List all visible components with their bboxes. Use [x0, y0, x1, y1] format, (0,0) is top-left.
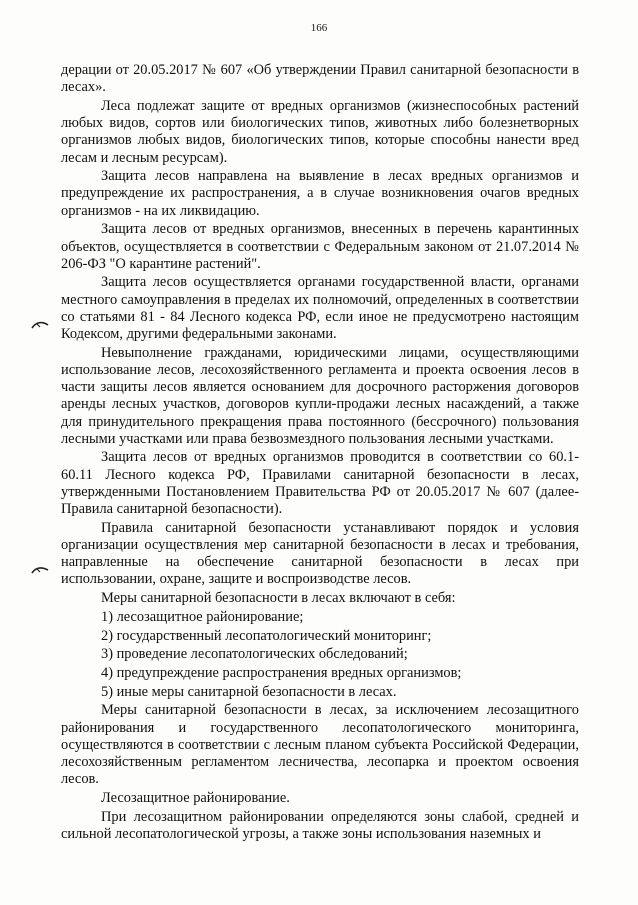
paragraph: Защита лесов от вредных организмов проводится в соответствии со 60.1-60.11 Лесного кодекса РФ, Правилами санитарной безопасности в лесах, утвержденными Постановлением Правительства РФ от 20.05.2017 № 607 (далее-Правила санитарной безопасности). [61, 449, 579, 518]
paragraph: 5) иные меры санитарной безопасности в лесах. [101, 683, 397, 700]
paragraph: 2) государственный лесопатологический мониторинг; [101, 627, 432, 644]
paragraph: Защита лесов осуществляется органами государственной власти, органами местного самоуправления в пределах их полномочий, определенных в соответствии со статьями 81 - 84 Лесного кодекса РФ, если иное не предусмотрено настоящим Кодексом, другими федеральными законами. [61, 274, 579, 343]
body-text [61, 62, 579, 843]
paragraph: Леса подлежат защите от вредных организмов (жизнеспособных растений любых видов, сортов или биологических типов, животных либо болезнетворных организмов любых видов, биологических типов, которые способны нанести вред лесам и лесным ресурсам). [61, 97, 579, 166]
paragraph: Невыполнение гражданами, юридическими лицами, осуществляющими использование лесов, лесохозяйственного регламента и проекта освоения лесов в части защиты лесов является основанием для досрочного расторжения договоров аренды лесных участков, договоров купли-продажи лесных насаждений, а также для принудительного прекращения права постоянного (бессрочного) пользования лесными участками или права безвозмездного пользования лесными участками. [61, 344, 579, 447]
paragraph: 4) предупреждение распространения вредных организмов; [101, 664, 462, 681]
paragraph: 1) лесозащитное районирование; [101, 608, 304, 625]
paragraph: Меры санитарной безопасности в лесах включают в себя: [101, 590, 456, 607]
paragraph: дерации от 20.05.2017 № 607 «Об утверждении Правил санитарной безопасности в лесах». [61, 62, 579, 96]
paragraph: Лесозащитное районирование. [101, 789, 290, 806]
paragraph: Защита лесов направлена на выявление в лесах вредных организмов и предупреждение их распространения, а в случае возникновения очагов вредных организмов - на их ликвидацию. [61, 168, 579, 219]
paragraph: 3) проведение лесопатологических обследований; [101, 646, 408, 663]
page-number: 166 [310, 22, 328, 34]
margin-pen-mark-icon [31, 320, 49, 330]
margin-pen-mark-icon-2 [31, 566, 49, 576]
paragraph: Правила санитарной безопасности устанавливают порядок и условия организации осуществления мер санитарной безопасности в лесах и требования, направленные на обеспечение санитарной безопасности в лесах при использовании, охране, защите и воспроизводстве лесов. [61, 519, 579, 588]
paragraph: Защита лесов от вредных организмов, внесенных в перечень карантинных объектов, осуществляется в соответствии с Федеральным законом от 21.07.2014 № 206-ФЗ "О карантине растений". [61, 221, 579, 272]
paragraph: Меры санитарной безопасности в лесах, за исключением лесозащитного районирования и государственного лесопатологического мониторинга, осуществляются в соответствии с лесным планом субъекта Российской Федерации, лесохозяйственным регламентом лесничества, лесопарка и проектом освоения лесов. [61, 702, 579, 788]
paragraph: При лесозащитном районировании определяются зоны слабой, средней и сильной лесопатологической угрозы, а также зоны использования наземных и [61, 808, 579, 842]
